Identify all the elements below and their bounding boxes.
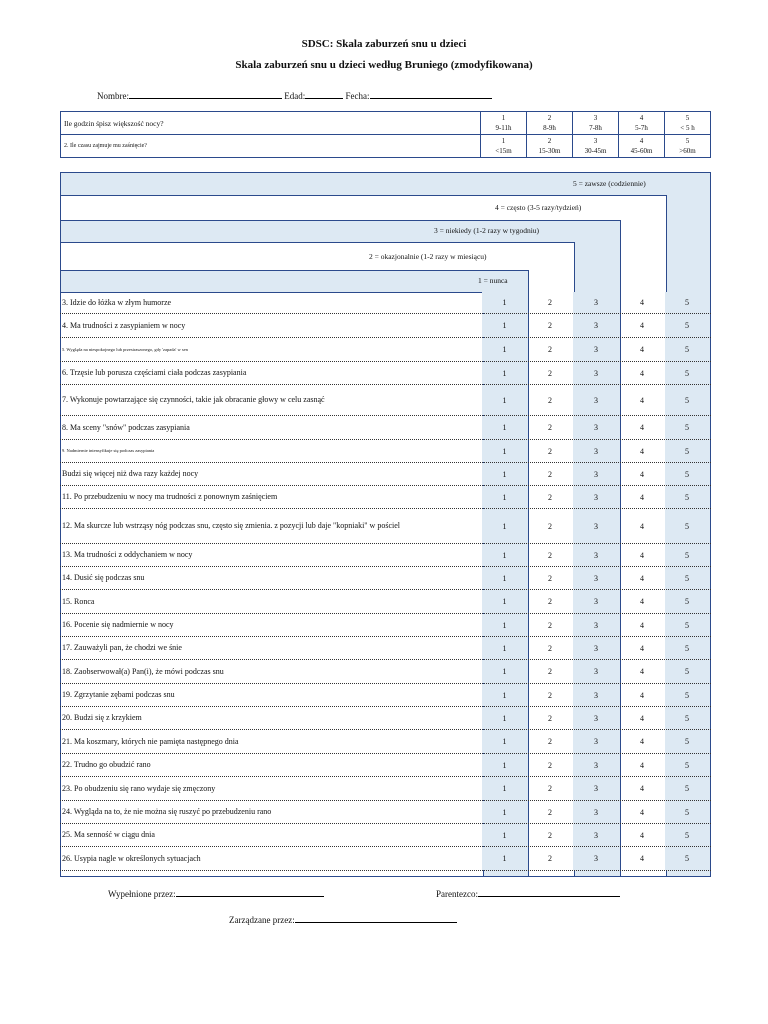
item-label: 14. Dusić się podczas snu (62, 573, 145, 582)
scale-option-5[interactable]: 5 (665, 567, 709, 589)
scale-option-3[interactable]: 3 (573, 567, 619, 589)
scale-option-5[interactable]: 5 (665, 847, 709, 870)
scale-option-2[interactable]: 2 (548, 469, 552, 479)
item-row (60, 614, 711, 637)
date-field[interactable] (370, 89, 492, 99)
scale-option-3[interactable]: 3 (573, 486, 619, 508)
scale-option-3[interactable]: 3 (573, 292, 619, 313)
scale-option-2[interactable]: 2 (548, 854, 552, 863)
latency-option[interactable]: 4 45-60m (619, 135, 665, 158)
scale-option-1[interactable]: 1 (482, 314, 527, 337)
managed-by (229, 913, 457, 925)
scale-option-4[interactable]: 4 (640, 446, 644, 456)
scale-option-2[interactable]: 2 (548, 368, 552, 378)
item-row (60, 385, 711, 416)
scale-option-4[interactable]: 4 (640, 713, 644, 723)
scale-option-1[interactable]: 1 (482, 544, 527, 566)
item-label: 16. Pocenie się nadmiernie w nocy (62, 620, 174, 629)
scale-option-2[interactable]: 2 (548, 345, 552, 354)
item-label: 9. Nadmiernie intensyfikuje się podczas zasypiania (62, 448, 155, 453)
item-row (60, 440, 711, 463)
scale-option-1[interactable]: 1 (482, 730, 527, 753)
item-label: 26. Usypia nagle w określonych sytuacjach (62, 853, 201, 863)
item-label: 15. Ronca (62, 596, 95, 606)
scale-option-3[interactable]: 3 (573, 684, 619, 706)
scale-option-2[interactable]: 2 (548, 446, 552, 456)
scale-option-4[interactable]: 4 (640, 469, 644, 479)
scale-option-3[interactable]: 3 (573, 824, 619, 846)
scale-option-3[interactable]: 3 (573, 730, 619, 753)
parent-label: Parentezco: (436, 889, 478, 899)
scale-option-5[interactable]: 5 (665, 684, 709, 706)
scale-option-3[interactable]: 3 (573, 416, 619, 439)
scale-option-1[interactable]: 1 (482, 777, 527, 800)
latency-option[interactable]: 2 15-30m (527, 135, 573, 158)
item-row (60, 544, 711, 567)
scale-option-5[interactable]: 5 (665, 730, 709, 753)
scale-option-3[interactable]: 3 (573, 314, 619, 337)
scale-option-1[interactable]: 1 (482, 754, 527, 776)
item-row (60, 754, 711, 777)
scale-option-1[interactable]: 1 (482, 614, 527, 636)
question-sleep-latency: 2. Ile czasu zajmuje mu zaśnięcie? (61, 135, 481, 158)
scale-option-4[interactable]: 4 (640, 492, 644, 502)
scale-option-1[interactable]: 1 (482, 847, 527, 870)
item-row (60, 801, 711, 824)
item-label: 13. Ma trudności z oddychaniem w nocy (62, 550, 193, 559)
scale-option-3[interactable]: 3 (573, 707, 619, 729)
hours-option[interactable]: 2 8-9h (527, 112, 573, 135)
scale-option-3[interactable]: 3 (573, 847, 619, 870)
scale-option-1[interactable]: 1 (482, 362, 527, 384)
item-row (60, 824, 711, 847)
scale-option-2[interactable]: 2 (548, 597, 552, 606)
scale-option-5[interactable]: 5 (665, 486, 709, 508)
scale-option-1[interactable]: 1 (482, 590, 527, 613)
scale-option-5[interactable]: 5 (665, 801, 709, 823)
scale-option-1[interactable]: 1 (482, 637, 527, 659)
scale-option-4[interactable]: 4 (640, 368, 644, 378)
scale-option-1[interactable]: 1 (482, 707, 527, 729)
scale-option-3[interactable]: 3 (573, 590, 619, 613)
scale-option-2[interactable]: 2 (548, 521, 552, 531)
item-label: 23. Po obudzeniu się rano wydaje się zmęczony (62, 783, 216, 793)
scale-option-2[interactable]: 2 (548, 643, 552, 653)
scale-option-1[interactable]: 1 (482, 567, 527, 589)
scale-option-4[interactable]: 4 (640, 573, 644, 583)
scale-option-5[interactable]: 5 (665, 614, 709, 636)
scale-option-4[interactable]: 4 (640, 760, 644, 770)
legend-3: 3 = niekiedy (1-2 razy w tygodniu) (434, 226, 540, 235)
hours-option[interactable]: 1 9-11h (481, 112, 527, 135)
scale-option-4[interactable]: 4 (640, 690, 644, 700)
scale-option-1[interactable]: 1 (482, 824, 527, 846)
scale-option-1[interactable]: 1 (482, 385, 527, 415)
scale-option-2[interactable]: 2 (548, 321, 552, 330)
scale-option-3[interactable]: 3 (573, 660, 619, 683)
legend-band-1 (61, 270, 528, 292)
item-label: 12. Ma skurcze lub wstrząsy nóg podczas snu, często się zmienia. z pozycji lub daje "kopniaki" w pościel (62, 521, 400, 530)
name-field[interactable] (129, 89, 282, 99)
scale-option-3[interactable]: 3 (573, 544, 619, 566)
item-label: 11. Po przebudzeniu w nocy ma trudności z ponownym zaśnięciem (62, 492, 278, 501)
item-row (60, 590, 711, 614)
scale-option-3[interactable]: 3 (573, 754, 619, 776)
item-label: 24. Wygląda na to, że nie można się ruszyć po przebudzeniu rano (62, 807, 272, 816)
scale-option-1[interactable]: 1 (482, 463, 527, 485)
age-label: Edad: (284, 91, 306, 101)
scale-option-2[interactable]: 2 (548, 395, 552, 405)
scale-option-1[interactable]: 1 (482, 509, 527, 543)
parent-field[interactable] (478, 887, 620, 897)
scale-option-3[interactable]: 3 (573, 463, 619, 485)
age-field[interactable] (305, 89, 343, 99)
scale-option-4[interactable]: 4 (640, 345, 644, 354)
item-row (60, 847, 711, 871)
item-row (60, 567, 711, 590)
item-label: 18. Zaobserwował(a) Pan(i), że mówi podczas snu (62, 666, 224, 676)
scale-option-4[interactable]: 4 (640, 620, 644, 630)
scale-option-3[interactable]: 3 (573, 509, 619, 543)
page-title: SDSC: Skala zaburzeń snu u dzieci (301, 38, 467, 50)
filled-by (108, 887, 324, 899)
item-row (60, 684, 711, 707)
item-label: 19. Zgrzytanie zębami podczas snu (62, 690, 175, 699)
scale-option-4[interactable]: 4 (640, 784, 644, 793)
item-label: 3. Idzie do łóżka w złym humorze (62, 297, 172, 307)
scale-option-4[interactable]: 4 (640, 667, 644, 676)
scale-option-3[interactable]: 3 (573, 385, 619, 415)
legend-4: 4 = często (3-5 razy/tydzień) (495, 203, 582, 212)
item-label: 5. Wygląda na niespokojnego lub przestraszonego, gdy 'zapada' w sen (62, 346, 188, 352)
scale-option-5[interactable]: 5 (665, 385, 709, 415)
managed-by-label: Zarządzane przez: (229, 915, 295, 925)
scale-option-3[interactable]: 3 (573, 338, 619, 361)
item-label: 25. Ma senność w ciągu dnia (62, 830, 155, 839)
item-row (60, 730, 711, 754)
scale-option-4[interactable]: 4 (640, 643, 644, 653)
scale-option-5[interactable]: 5 (665, 754, 709, 776)
item-row (60, 486, 711, 509)
item-row (60, 509, 711, 544)
scale-option-4[interactable]: 4 (640, 395, 644, 405)
scale-option-5[interactable]: 5 (665, 338, 709, 361)
item-label: 22. Trudno go obudzić rano (62, 760, 151, 769)
scale-option-1[interactable]: 1 (482, 416, 527, 439)
scale-option-2[interactable]: 2 (548, 690, 552, 700)
latency-option[interactable]: 1 <15m (481, 135, 527, 158)
scale-option-4[interactable]: 4 (640, 550, 644, 560)
scale-option-4[interactable]: 4 (640, 298, 644, 307)
scale-option-2[interactable]: 2 (548, 667, 552, 676)
scale-option-5[interactable]: 5 (665, 440, 709, 462)
item-row (60, 777, 711, 801)
item-label: 6. Trzęsie lub porusza częściami ciała podczas zasypiania (62, 368, 247, 377)
filled-by-field[interactable] (176, 887, 324, 897)
scale-option-4[interactable]: 4 (640, 321, 644, 330)
scale-option-3[interactable]: 3 (573, 362, 619, 384)
scale-option-2[interactable]: 2 (548, 807, 552, 817)
item-label: 4. Ma trudności z zasypianiem w nocy (62, 320, 186, 330)
sleep-hours-table (60, 111, 711, 158)
scale-option-5[interactable]: 5 (665, 362, 709, 384)
scale-option-3[interactable]: 3 (573, 614, 619, 636)
scale-option-4[interactable]: 4 (640, 597, 644, 606)
item-row (60, 463, 711, 486)
scale-option-4[interactable]: 4 (640, 830, 644, 840)
hours-option[interactable]: 3 7-8h (573, 112, 619, 135)
latency-row (61, 135, 711, 158)
item-row (60, 362, 711, 385)
scale-option-1[interactable]: 1 (482, 292, 527, 313)
item-row (60, 660, 711, 684)
legend-1: 1 = nunca (478, 276, 508, 285)
scale-option-5[interactable]: 5 (665, 637, 709, 659)
item-label: 7. Wykonuje powtarzające się czynności, takie jak obracanie głowy w celu zasnąć (62, 395, 325, 404)
scale-option-2[interactable]: 2 (548, 737, 552, 746)
question-sleep-hours: Ile godzin śpisz większość nocy? (61, 112, 481, 135)
item-label: 20. Budzi się z krzykiem (62, 713, 142, 722)
scale-option-5[interactable]: 5 (665, 777, 709, 800)
scale-option-5[interactable]: 5 (665, 509, 709, 543)
scale-option-2[interactable]: 2 (548, 573, 552, 583)
latency-option[interactable]: 5 >60m (665, 135, 711, 158)
item-label: 17. Zauważyli pan, że chodzi we śnie (62, 643, 182, 652)
scale-option-2[interactable]: 2 (548, 784, 552, 793)
scale-option-4[interactable]: 4 (640, 521, 644, 531)
scale-option-5[interactable]: 5 (665, 416, 709, 439)
item-label: Budzi się więcej niż dwa razy każdej nocy (62, 469, 199, 478)
scale-option-5[interactable]: 5 (665, 544, 709, 566)
item-label: 8. Ma sceny "snów" podczas zasypiania (62, 422, 190, 432)
scale-option-4[interactable]: 4 (640, 737, 644, 746)
legend-2: 2 = okazjonalnie (1-2 razy w miesiącu) (369, 252, 487, 261)
item-row (60, 416, 711, 440)
scale-option-2[interactable]: 2 (548, 550, 552, 560)
item-row (60, 338, 711, 362)
scale-option-3[interactable]: 3 (573, 637, 619, 659)
scale-option-1[interactable]: 1 (482, 338, 527, 361)
scale-option-1[interactable]: 1 (482, 684, 527, 706)
item-row (60, 707, 711, 730)
scale-option-4[interactable]: 4 (640, 423, 644, 432)
item-row (60, 314, 711, 338)
managed-by-field[interactable] (295, 913, 457, 923)
hours-option[interactable]: 4 5-7h (619, 112, 665, 135)
scale-option-2[interactable]: 2 (548, 713, 552, 723)
scale-option-1[interactable]: 1 (482, 440, 527, 462)
filled-by-label: Wypełnione przez: (108, 889, 176, 899)
parent (436, 887, 620, 899)
scale-option-3[interactable]: 3 (573, 440, 619, 462)
scale-option-5[interactable]: 5 (665, 292, 709, 313)
legend-5: 5 = zawsze (codziennie) (573, 179, 646, 188)
scale-option-2[interactable]: 2 (548, 760, 552, 770)
date-label: Fecha: (345, 91, 370, 101)
scale-option-1[interactable]: 1 (482, 801, 527, 823)
scale-option-1[interactable]: 1 (482, 486, 527, 508)
scale-option-3[interactable]: 3 (573, 801, 619, 823)
item-label: 21. Ma koszmary, których nie pamięta następnego dnia (62, 736, 239, 746)
scale-option-2[interactable]: 2 (548, 492, 552, 502)
scale-option-5[interactable]: 5 (665, 314, 709, 337)
scale-option-2[interactable]: 2 (548, 620, 552, 630)
patient-fields (97, 89, 492, 101)
scale-option-4[interactable]: 4 (640, 807, 644, 817)
scale-option-2[interactable]: 2 (548, 298, 552, 307)
hours-row (61, 112, 711, 135)
scale-option-5[interactable]: 5 (665, 463, 709, 485)
scale-option-1[interactable]: 1 (482, 660, 527, 683)
scale-option-4[interactable]: 4 (640, 854, 644, 863)
scale-option-2[interactable]: 2 (548, 423, 552, 432)
hours-option[interactable]: 5 < 5 h (665, 112, 711, 135)
scale-option-5[interactable]: 5 (665, 660, 709, 683)
scale-option-5[interactable]: 5 (665, 590, 709, 613)
item-row (60, 637, 711, 660)
item-row (60, 292, 711, 314)
latency-option[interactable]: 3 30-45m (573, 135, 619, 158)
scale-option-5[interactable]: 5 (665, 824, 709, 846)
page-subtitle: Skala zaburzeń snu u dzieci według Bruniego (zmodyfikowana) (235, 59, 533, 71)
scale-option-5[interactable]: 5 (665, 707, 709, 729)
name-label: Nombre: (97, 91, 129, 101)
scale-option-2[interactable]: 2 (548, 830, 552, 840)
scale-option-3[interactable]: 3 (573, 777, 619, 800)
